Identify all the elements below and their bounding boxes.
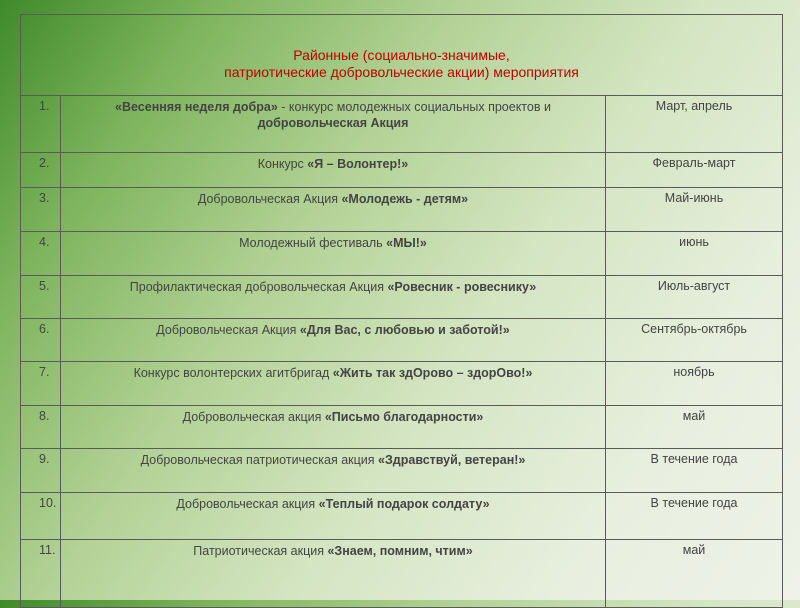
table-row [21,449,783,493]
description-text: Конкурс волонтерских агитбригад [133,366,333,380]
description-text: Добровольческая акция [182,410,325,424]
row-number: 5. [21,276,61,319]
description-highlight: «Жить так здОрово – здорОво!» [332,366,533,380]
description-highlight: «Знаем, помним, чтим» [327,544,473,558]
row-description [61,188,606,232]
row-period: Март, апрель [606,96,783,153]
table-row [21,188,783,232]
row-description [61,276,606,319]
row-number: 7. [21,362,61,406]
description-highlight: «Теплый подарок солдату» [318,497,490,511]
row-period: июнь [606,232,783,276]
table-row [21,153,783,188]
table-row [21,232,783,276]
table-row [21,406,783,449]
description-highlight: «Молодежь - детям» [341,192,469,206]
row-period: Сентябрь-октябрь [606,319,783,362]
row-number: 1. [21,96,61,153]
row-period: май [606,406,783,449]
table-row [21,319,783,362]
events-table [20,14,783,608]
row-period: Июль-август [606,276,783,319]
description-highlight: «Для Вас, с любовью и заботой!» [299,323,510,337]
description-text: Профилактическая добровольческая Акция [129,280,388,294]
row-period: Февраль-март [606,153,783,188]
row-description [61,153,606,188]
description-text: Патриотическая акция [193,544,328,558]
description-highlight: «Здравствуй, ветеран!» [378,453,526,467]
row-number: 9. [21,449,61,493]
table-row [21,96,783,153]
description-text: Добровольческая Акция [197,192,342,206]
description-highlight: добровольческая Акция [257,116,409,130]
table-row [21,276,783,319]
description-text: Добровольческая акция [176,497,319,511]
description-highlight: «Весенняя неделя добра» [115,100,278,114]
description-highlight: «Я – Волонтер!» [307,157,409,171]
title-row [21,15,783,96]
description-text: Конкурс [257,157,308,171]
description-text: Добровольческая Акция [156,323,300,337]
row-description [61,96,606,153]
row-period: В течение года [606,493,783,540]
row-number: 2. [21,153,61,188]
table-row [21,362,783,406]
row-description [61,232,606,276]
description-highlight: «МЫ!» [386,236,427,250]
row-number: 4. [21,232,61,276]
row-number: 10. [21,493,61,540]
title-line-2: патриотические добровольческие акции) мероприятия [224,64,579,80]
row-description [61,540,606,608]
row-period: Май-июнь [606,188,783,232]
table-row [21,540,783,608]
row-description [61,362,606,406]
table-title [21,15,783,96]
row-number: 6. [21,319,61,362]
row-number: 11. [21,540,61,608]
row-number: 3. [21,188,61,232]
description-highlight: «Письмо благодарности» [324,410,484,424]
row-description [61,449,606,493]
row-period: В течение года [606,449,783,493]
description-highlight: «Ровесник - ровеснику» [387,280,537,294]
description-text: - конкурс молодежных социальных проектов и [277,100,551,114]
row-description [61,319,606,362]
row-description [61,406,606,449]
description-text: Молодежный фестиваль [239,236,387,250]
row-number: 8. [21,406,61,449]
row-description [61,493,606,540]
description-text: Добровольческая патриотическая акция [140,453,379,467]
row-period: ноябрь [606,362,783,406]
title-line-1: Районные (социально-значимые, [293,47,510,63]
table-row [21,493,783,540]
row-period: май [606,540,783,608]
